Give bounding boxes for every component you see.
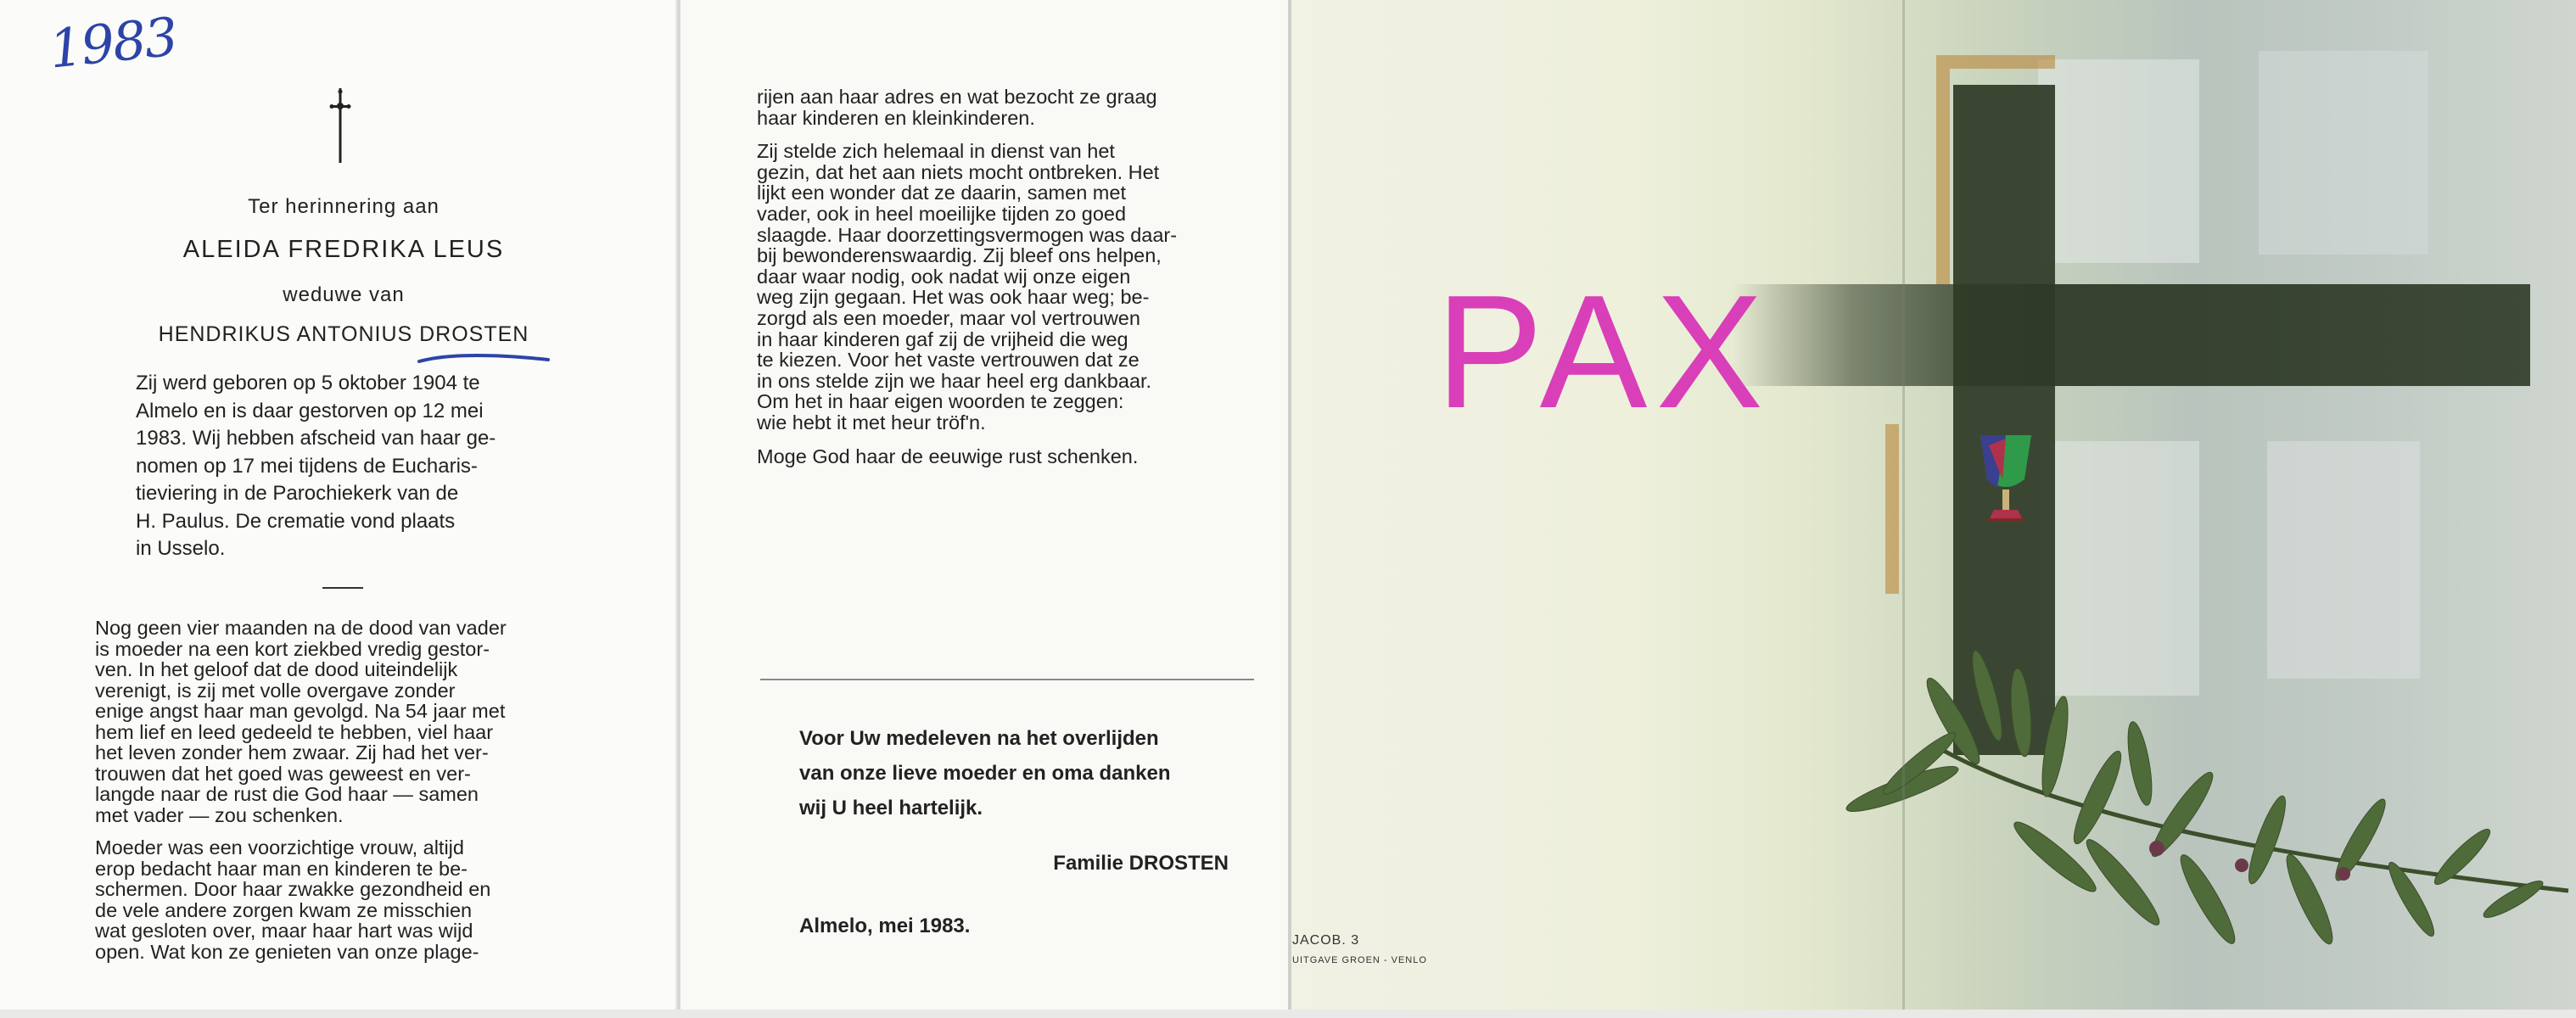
bio-line: in Usselo.: [136, 537, 226, 560]
text-line: lijkt een wonder dat ze daarin, samen met: [757, 182, 1126, 204]
text-line: weg zijn gegaan. Het was ook haar weg; be-: [757, 286, 1150, 309]
text-line: ven. In het geloof dat de dood uiteindelijk: [95, 658, 458, 680]
text-line: langde naar de rust die God haar — samen: [95, 783, 479, 805]
thanks-line: van onze lieve moeder en oma danken: [799, 762, 1171, 785]
text-line: bij bewonderenswaardig. Zij bleef ons helpen,: [757, 244, 1162, 267]
text-line: trouwen dat het goed was geweest en ver-: [95, 762, 471, 785]
cover-artwork: [1291, 0, 2576, 1010]
handwritten-year: 1983: [46, 5, 180, 81]
text-line: rijen aan haar adres en wat bezocht ze graag: [757, 86, 1157, 108]
text-line: Moeder was een voorzichtige vrouw, altijd: [95, 836, 464, 859]
text-line: in haar kinderen gaf zij de vrijheid die weg: [757, 327, 1128, 350]
text-line: met vader — zou schenken.: [95, 803, 344, 826]
text-line: is moeder na een kort ziekbed vredig gestor-: [95, 637, 490, 660]
bio-line: Zij werd geboren op 5 oktober 1904 te: [136, 372, 480, 394]
text-line: gezin, dat het aan niets mocht ontbreken. Het: [757, 160, 1160, 183]
paragraph-2: [757, 141, 1252, 433]
paragraph-3: Moge God haar de eeuwige rust schenken.: [757, 445, 1139, 467]
bio-line: 1983. Wij hebben afscheid van haar ge-: [136, 427, 496, 450]
bio-line: Almelo en is daar gestorven op 12 mei: [136, 399, 484, 422]
text-line: hem lief en leed gedeeld te hebben, viel haar: [95, 720, 494, 743]
thanks-block: [799, 721, 1224, 825]
text-line: de vele andere zorgen kwam ze misschien: [95, 898, 473, 921]
bio-line: nomen op 17 mei tijdens de Eucharis-: [136, 454, 478, 478]
text-line: het leven zonder hem zwaar. Zij had het ver-: [95, 741, 489, 764]
narrative-middle: [757, 87, 1252, 479]
memory-line: Ter herinnering aan: [248, 195, 440, 218]
thanks-line: Voor Uw medeleven na het overlijden: [799, 727, 1159, 750]
text-line: enige angst haar man gevolgd. Na 54 jaar met: [95, 700, 506, 722]
text-line: Nog geen vier maanden na de dood van vader: [95, 617, 507, 639]
text-line: verenigt, is zij met volle overgave zonder: [95, 679, 456, 702]
publisher-name: UITGAVE GROEN - VENLO: [1292, 955, 1427, 965]
text-line: Om het in haar eigen woorden te zeggen:: [757, 390, 1124, 413]
narrative-left: [95, 618, 589, 974]
bio-line: tieviering in de Parochiekerk van de: [136, 482, 459, 505]
biography-block: [136, 370, 543, 563]
text-line: wie hebt it met heur tröf'n.: [757, 411, 986, 433]
text-line: in ons stelde zijn we haar heel erg dankbaar.: [757, 369, 1152, 392]
text-line: open. Wat kon ze genieten van onze plage-: [95, 940, 479, 963]
text-line: zorgd als een moeder, maar vol vertrouwen: [757, 306, 1140, 329]
section-divider: [322, 587, 363, 589]
thanks-line: wij U heel hartelijk.: [799, 797, 983, 819]
family-signature: Familie DROSTEN: [1053, 852, 1229, 875]
pen-underline-mark: [416, 350, 552, 366]
text-line: slaagde. Haar doorzettingsvermogen was daar-: [757, 223, 1178, 246]
paragraph-1: [95, 618, 589, 825]
text-line: schermen. Door haar zwakke gezondheid en: [95, 878, 491, 900]
cover-fold: [1902, 0, 1905, 1010]
widow-of-line: weduwe van: [283, 283, 405, 306]
olive-branch-icon: [1843, 648, 2568, 948]
husband-name: HENDRIKUS ANTONIUS DROSTEN: [158, 322, 529, 346]
paragraph-1: [757, 87, 1252, 128]
text-line: daar waar nodig, ook nadat wij onze eigen: [757, 265, 1131, 288]
text-line: Zij stelde zich helemaal in dienst van het: [757, 140, 1115, 163]
pax-title: PAX: [1436, 262, 1772, 442]
card-middle-panel: [680, 0, 1288, 1010]
text-line: vader, ook in heel moeilijke tijden zo goed: [757, 202, 1127, 225]
place-date: Almelo, mei 1983.: [799, 915, 971, 937]
text-line: haar kinderen en kleinkinderen.: [757, 106, 1035, 129]
text-line: te kiezen. Voor het vaste vertrouwen dat ze: [757, 349, 1140, 372]
publisher-code: JACOB. 3: [1292, 933, 1360, 948]
text-line: wat gesloten over, maar haar hart was wijd: [95, 920, 473, 942]
card-left-panel: [0, 0, 675, 1010]
paragraph-2: [95, 837, 589, 962]
bio-line: H. Paulus. De crematie vond plaats: [136, 509, 456, 533]
deceased-name: ALEIDA FREDRIKA LEUS: [182, 236, 505, 263]
section-divider: [760, 679, 1254, 680]
text-line: erop bedacht haar man en kinderen te be-: [95, 857, 468, 880]
card-cover-panel: [1291, 0, 2576, 1010]
small-cross-icon: [329, 88, 351, 163]
